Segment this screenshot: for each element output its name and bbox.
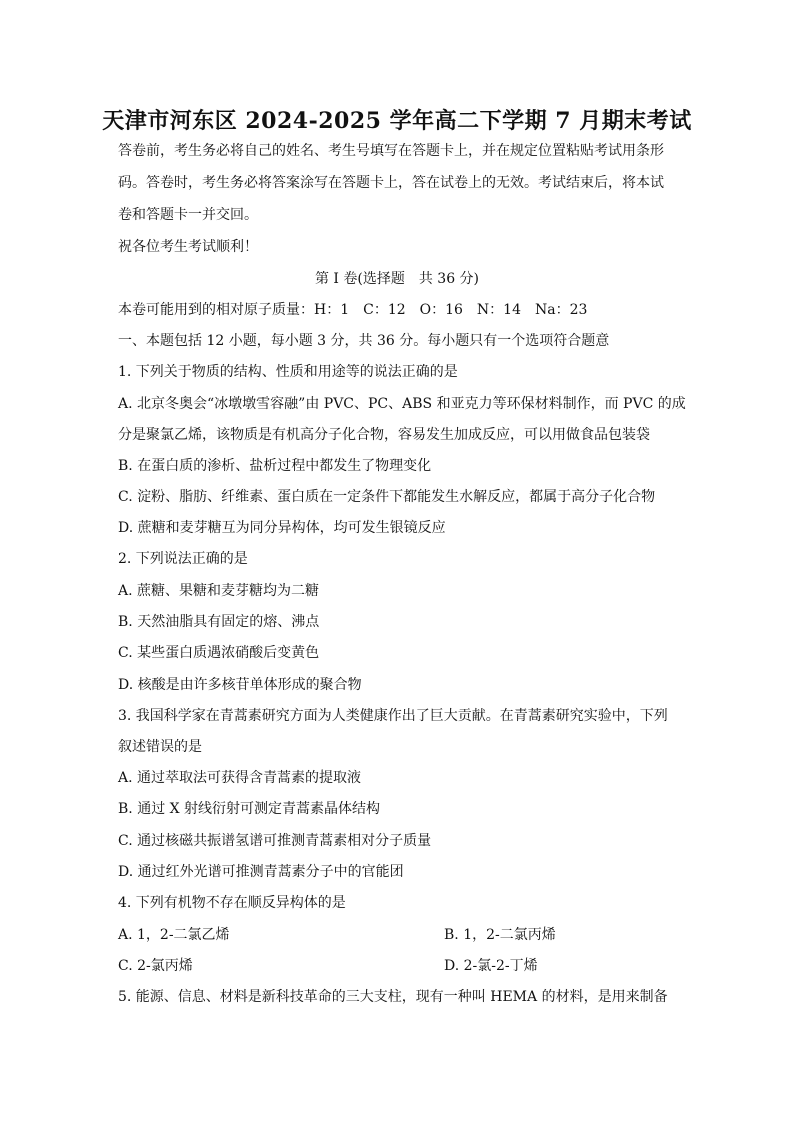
atomic-masses: 本卷可能用到的相对原子质量：H：1 C：12 O：16 N：14 Na：23 <box>118 302 588 318</box>
instruction-line-3: 卷和答题卡一并交回。 <box>118 207 258 223</box>
instruction-line-1: 答卷前，考生务必将自己的姓名、考生号填写在答题卡上，并在规定位置粘贴考试用条形 <box>118 143 664 159</box>
question-2-option-b: B. 天然油脂具有固定的熔、沸点 <box>118 614 320 630</box>
question-2-option-d: D. 核酸是由许多核苷单体形成的聚合物 <box>118 677 362 693</box>
good-luck-line: 祝各位考生考试顺利！ <box>118 239 258 255</box>
question-4-option-d: D. 2-氯-2-丁烯 <box>444 958 538 974</box>
question-2-option-a: A. 蔗糖、果糖和麦芽糖均为二糖 <box>118 583 320 599</box>
question-4-option-b: B. 1，2-二氯丙烯 <box>444 927 556 943</box>
question-1-option-d: D. 蔗糖和麦芽糖互为同分异构体，均可发生银镜反应 <box>118 520 446 536</box>
section-heading: 第 I 卷(选择题 共 36 分) <box>314 271 480 287</box>
question-3-option-b: B. 通过 X 射线衍射可测定青蒿素晶体结构 <box>118 801 381 817</box>
question-4-option-a: A. 1，2-二氯乙烯 <box>118 927 230 943</box>
question-3-stem-line-1: 3. 我国科学家在青蒿素研究方面为人类健康作出了巨大贡献。在青蒿素研究实验中，下列 <box>118 708 668 724</box>
question-4-option-c: C. 2-氯丙烯 <box>118 958 193 974</box>
question-1-option-b: B. 在蛋白质的渗析、盐析过程中都发生了物理变化 <box>118 458 432 474</box>
question-1-stem: 1. 下列关于物质的结构、性质和用途等的说法正确的是 <box>118 364 458 380</box>
question-1-option-c: C. 淀粉、脂肪、纤维素、蛋白质在一定条件下都能发生水解反应，都属于高分子化合物 <box>118 489 656 505</box>
question-4-stem: 4. 下列有机物不存在顺反异构体的是 <box>118 895 346 911</box>
question-3-option-c: C. 通过核磁共振谱氢谱可推测青蒿素相对分子质量 <box>118 833 432 849</box>
question-1-option-a-line-2: 分是聚氯乙烯，该物质是有机高分子化合物，容易发生加成反应，可以用做食品包装袋 <box>118 427 650 443</box>
question-1-option-a-line-1: A. 北京冬奥会“冰墩墩雪容融”由 PVC、PC、ABS 和亚克力等环保材料制作，而 PVC 的成 <box>118 396 686 412</box>
question-3-option-d: D. 通过红外光谱可推测青蒿素分子中的官能团 <box>118 864 404 880</box>
question-2-stem: 2. 下列说法正确的是 <box>118 551 248 567</box>
question-3-stem-line-2: 叙述错误的是 <box>118 739 202 755</box>
instruction-line-2: 码。答卷时，考生务必将答案涂写在答题卡上，答在试卷上的无效。考试结束后，将本试 <box>118 175 664 191</box>
part-one-intro: 一、本题包括 12 小题，每小题 3 分，共 36 分。每小题只有一个选项符合题意 <box>118 333 610 349</box>
question-2-option-c: C. 某些蛋白质遇浓硝酸后变黄色 <box>118 645 320 661</box>
question-5-stem: 5. 能源、信息、材料是新科技革命的三大支柱，现有一种叫 HEMA 的材料，是用来制备 <box>118 989 668 1005</box>
question-3-option-a: A. 通过萃取法可获得含青蒿素的提取液 <box>118 770 362 786</box>
exam-title: 天津市河东区 2024-2025 学年高二下学期 7 月期末考试 <box>102 108 692 134</box>
